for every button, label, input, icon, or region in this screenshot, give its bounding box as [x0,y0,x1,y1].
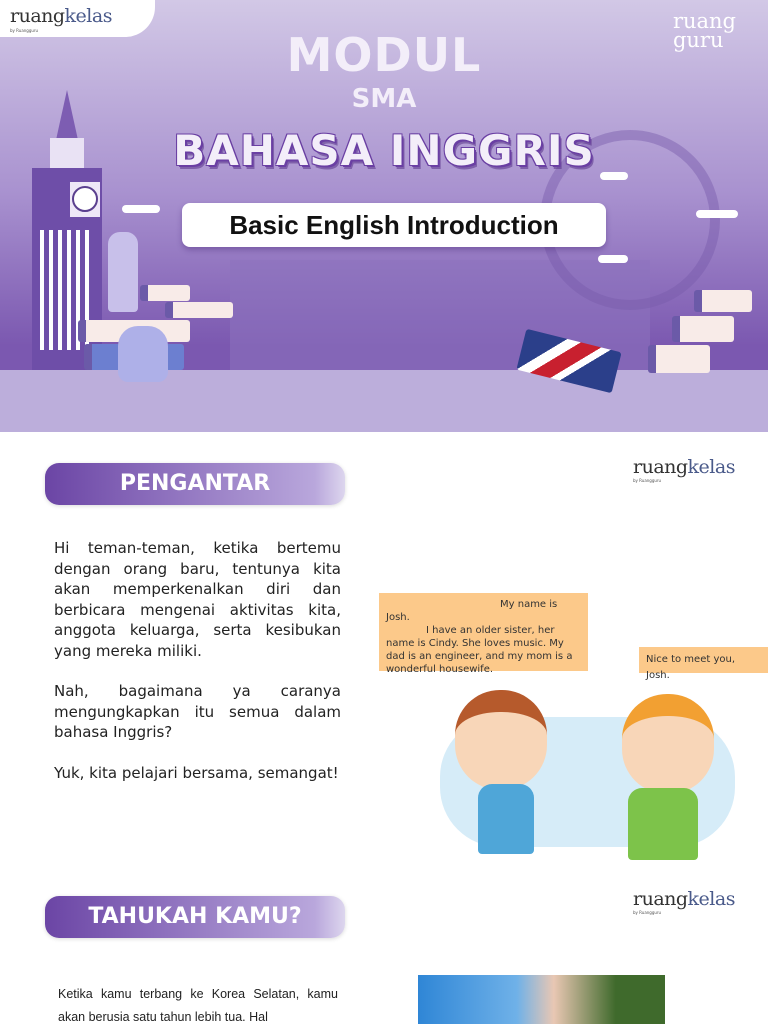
section-heading-tahukah-kamu: TAHUKAH KAMU? [45,896,345,938]
book [165,302,233,318]
subtitle-banner: Basic English Introduction [182,203,606,247]
book [648,345,710,373]
ruangguru-logo: ruang guru [672,9,736,52]
person-sitting [118,326,168,382]
cloud [598,255,628,263]
paragraph: Nah, bagaimana ya caranya mengungkapkan itu semua dalam bahasa Inggris? [54,682,341,741]
paragraph: Yuk, kita pelajari bersama, semangat! [54,763,339,782]
ruangkelas-logo: ruangkelas by Ruangguru [633,888,735,915]
person-with-laptop [108,232,138,312]
boy-josh-shirt [478,784,534,854]
speech-bubble-josh: My name is Josh. I have an older sister, her name is Cindy. She loves music. My dad is an engineer, and my mom is a wonderful housewife. [379,593,588,671]
boy-friend-shirt [628,788,698,860]
book [672,316,734,342]
section-heading-pengantar: PENGANTAR [45,463,345,505]
boy-josh-face [455,690,547,790]
paragraph: Hi teman-teman, ketika bertemu dengan orang baru, tentunya kita akan memperkenalkan diri dan berbicara mengenai aktivitas kita, anggota keluarga, serta kesibukan yang mereka miliki. [54,539,341,660]
korea-photo [418,975,665,1024]
did-you-know-page [0,880,768,1024]
did-you-know-text: Ketika kamu terbang ke Korea Selatan, kamu akan berusia satu tahun lebih tua. Hal [58,987,338,1024]
ruangkelas-logo: ruangkelas by Ruangguru [633,456,735,483]
title-subject: BAHASA INGGRIS [173,126,595,175]
book [140,285,190,301]
intro-text [54,538,341,783]
logo-subtitle: by Ruangguru [10,28,39,33]
speech-bubble-friend: Nice to meet you, Josh. [639,647,768,673]
cloud [696,210,738,218]
intro-page [0,432,768,872]
cloud [122,205,160,213]
ground [0,370,768,432]
book [694,290,752,312]
cover-page [0,0,768,432]
ruangkelas-logo: ruangkelas [10,5,112,27]
boy-friend-face [622,694,714,794]
title-level: SMA [351,84,417,114]
title-modul: MODUL [286,28,482,82]
